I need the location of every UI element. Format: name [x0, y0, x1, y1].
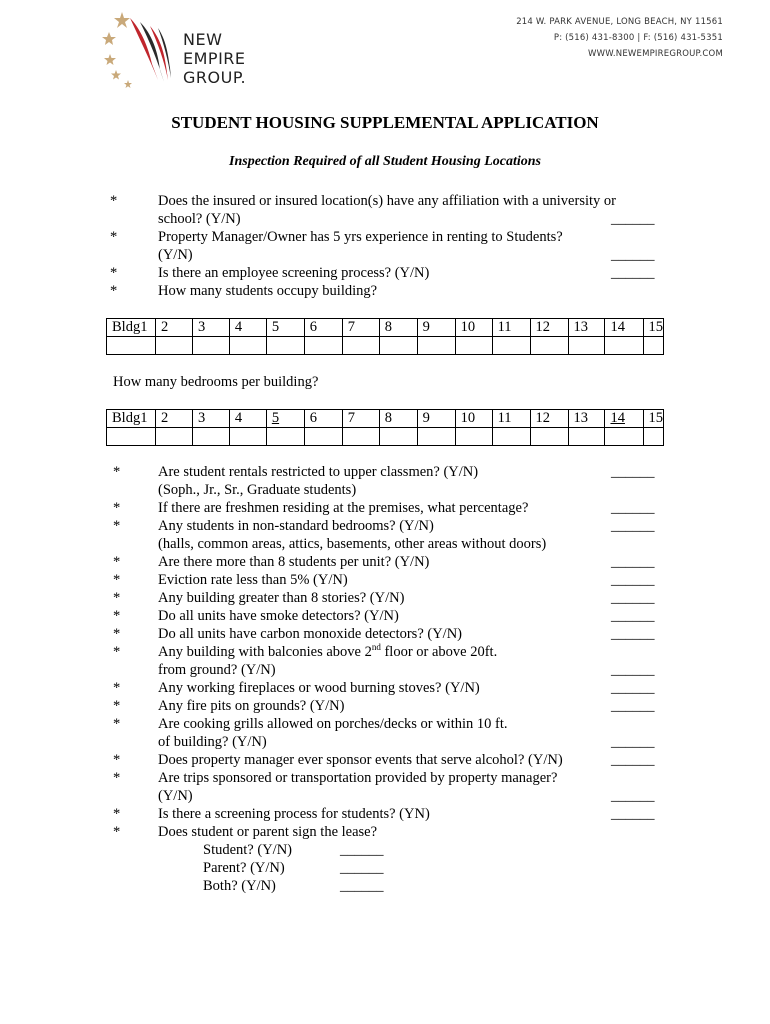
answer-blank[interactable]: ______: [340, 842, 384, 858]
question-text: (Y/N): [158, 788, 193, 804]
question-text: Property Manager/Owner has 5 yrs experience in renting to Students?: [158, 229, 563, 245]
input-cell[interactable]: [304, 337, 342, 355]
input-cell[interactable]: [605, 337, 643, 355]
table-cell: 9: [417, 410, 455, 428]
bullet: *: [113, 518, 121, 534]
address-line: 214 W. PARK AVENUE, LONG BEACH, NY 11561: [516, 17, 723, 27]
table-cell: 3: [192, 319, 229, 337]
table-cell: 9: [417, 319, 455, 337]
sub-question: Both? (Y/N): [203, 878, 276, 894]
cell-text: 14: [610, 410, 625, 426]
input-cell[interactable]: [342, 337, 379, 355]
bullet: *: [113, 572, 121, 588]
question-text: Do all units have smoke detectors? (Y/N): [158, 608, 399, 624]
table-cell: 14: [605, 319, 643, 337]
answer-blank[interactable]: ______: [611, 608, 655, 624]
question-text: If there are freshmen residing at the premises, what percentage?: [158, 500, 529, 516]
input-cell[interactable]: [455, 337, 492, 355]
input-cell[interactable]: [455, 428, 492, 446]
page-subtitle: Inspection Required of all Student Housing Locations: [229, 154, 541, 169]
table-cell: 11: [492, 319, 530, 337]
question-text: from ground? (Y/N): [158, 662, 276, 678]
bullet: *: [110, 229, 118, 245]
answer-blank[interactable]: ______: [611, 464, 655, 480]
question-text: Any students in non-standard bedrooms? (Y/N): [158, 518, 434, 534]
table-cell: 10: [455, 319, 492, 337]
bedrooms-per-building-table: [106, 409, 664, 446]
answer-blank[interactable]: ______: [611, 626, 655, 642]
table-header-row: [107, 410, 664, 428]
bullet: *: [110, 265, 118, 281]
bullet: *: [113, 608, 121, 624]
input-cell[interactable]: [417, 428, 455, 446]
question-text: Any working fireplaces or wood burning stoves? (Y/N): [158, 680, 480, 696]
table-cell: 4: [229, 410, 266, 428]
question-text: Eviction rate less than 5% (Y/N): [158, 572, 348, 588]
table-cell: 10: [455, 410, 492, 428]
question-text: Are student rentals restricted to upper classmen? (Y/N): [158, 464, 479, 480]
table-cell: 12: [530, 410, 568, 428]
input-cell[interactable]: [530, 428, 568, 446]
logo-wordmark: NEW EMPIRE GROUP.: [183, 30, 247, 87]
question-text: How many students occupy building?: [158, 283, 378, 299]
bullet: *: [113, 644, 121, 660]
input-cell[interactable]: [107, 337, 156, 355]
question-text: (Y/N): [158, 247, 193, 263]
company-address: [516, 14, 723, 62]
input-cell[interactable]: [379, 337, 417, 355]
table-cell: 6: [304, 319, 342, 337]
bullet: *: [113, 464, 121, 480]
bullet: *: [113, 770, 121, 786]
table-cell: 7: [342, 319, 379, 337]
bullet: *: [110, 193, 118, 209]
table-cell: 15: [643, 410, 664, 428]
table-cell: 8: [379, 319, 417, 337]
question-text: Is there a screening process for students? (YN): [158, 806, 430, 822]
bullet: *: [113, 752, 121, 768]
question-text: Is there an employee screening process? (Y/N): [158, 265, 430, 281]
table-cell: 4: [229, 319, 266, 337]
table-cell: 15: [643, 319, 664, 337]
input-cell[interactable]: [107, 428, 156, 446]
question-text: school? (Y/N): [158, 211, 241, 227]
bullet: *: [110, 283, 118, 299]
bullet: *: [113, 590, 121, 606]
question-text: Any building with balconies above 2nd floor or above 20ft.: [158, 642, 498, 660]
question-text: Does the insured or insured location(s) have any affiliation with a university or: [158, 193, 616, 209]
answer-blank[interactable]: ______: [611, 572, 655, 588]
answer-blank[interactable]: ______: [611, 247, 655, 263]
input-cell[interactable]: [492, 428, 530, 446]
input-cell[interactable]: [643, 428, 664, 446]
input-cell[interactable]: [155, 428, 192, 446]
bedrooms-question: How many bedrooms per building?: [113, 374, 319, 390]
question-text: Does student or parent sign the lease?: [158, 824, 378, 840]
answer-blank[interactable]: ______: [611, 806, 655, 822]
sub-question: Student? (Y/N): [203, 842, 292, 858]
answer-blank[interactable]: ______: [340, 860, 384, 876]
students-per-building-table: [106, 318, 664, 355]
table-cell: [605, 410, 643, 428]
question-text: of building? (Y/N): [158, 734, 267, 750]
bullet: *: [113, 716, 121, 732]
table-cell: 2: [155, 410, 192, 428]
question-text: Are cooking grills allowed on porches/decks or within 10 ft.: [158, 716, 508, 732]
answer-blank[interactable]: ______: [611, 734, 655, 750]
table-cell: 13: [568, 410, 605, 428]
bullet: *: [113, 554, 121, 570]
table-cell: 2: [155, 319, 192, 337]
input-cell[interactable]: [229, 337, 266, 355]
answer-blank[interactable]: ______: [611, 211, 655, 227]
input-cell[interactable]: [266, 428, 304, 446]
table-cell: 6: [304, 410, 342, 428]
bullet: *: [113, 626, 121, 642]
table-header-row: [107, 319, 664, 337]
input-cell[interactable]: [266, 337, 304, 355]
table-cell: 13: [568, 319, 605, 337]
input-cell[interactable]: [568, 428, 605, 446]
answer-blank[interactable]: ______: [611, 590, 655, 606]
input-cell[interactable]: [229, 428, 266, 446]
question-text: Does property manager ever sponsor events that serve alcohol? (Y/N): [158, 752, 563, 768]
question-text: Any building greater than 8 stories? (Y/N): [158, 590, 405, 606]
input-cell[interactable]: [605, 428, 643, 446]
question-text: Any fire pits on grounds? (Y/N): [158, 698, 345, 714]
table-cell: 5: [266, 319, 304, 337]
answer-blank[interactable]: ______: [611, 698, 655, 714]
bullet: *: [113, 680, 121, 696]
table-cell: Bldg1: [107, 410, 156, 428]
bullet: *: [113, 806, 121, 822]
question-text: Do all units have carbon monoxide detectors? (Y/N): [158, 626, 463, 642]
input-cell[interactable]: [155, 337, 192, 355]
question-text: Are there more than 8 students per unit? (Y/N): [158, 554, 430, 570]
answer-blank[interactable]: ______: [611, 518, 655, 534]
answer-blank[interactable]: ______: [611, 265, 655, 281]
page-title: STUDENT HOUSING SUPPLEMENTAL APPLICATION: [171, 113, 599, 132]
input-cell[interactable]: [192, 428, 229, 446]
star-icon: [102, 12, 132, 88]
website-link[interactable]: WWW.NEWEMPIREGROUP.COM: [588, 49, 723, 59]
phone-fax-line: P: (516) 431-8300 | F: (516) 431-5351: [553, 33, 723, 43]
input-cell[interactable]: [492, 337, 530, 355]
input-cell[interactable]: [342, 428, 379, 446]
bullet: *: [113, 500, 121, 516]
input-cell[interactable]: [643, 337, 664, 355]
bullet: *: [113, 824, 121, 840]
sub-question: Parent? (Y/N): [203, 860, 285, 876]
answer-blank[interactable]: ______: [611, 662, 655, 678]
answer-blank[interactable]: ______: [611, 680, 655, 696]
table-cell: 11: [492, 410, 530, 428]
answer-blank[interactable]: ______: [340, 878, 384, 894]
question-text: Are trips sponsored or transportation provided by property manager?: [158, 770, 558, 786]
input-cell[interactable]: [530, 337, 568, 355]
table-input-row: [107, 428, 664, 446]
table-cell: 7: [342, 410, 379, 428]
question-text: (halls, common areas, attics, basements, other areas without doors): [158, 536, 547, 552]
input-cell[interactable]: [192, 337, 229, 355]
answer-blank[interactable]: ______: [611, 752, 655, 768]
input-cell[interactable]: [304, 428, 342, 446]
answer-blank[interactable]: ______: [611, 788, 655, 804]
input-cell[interactable]: [568, 337, 605, 355]
question-text: (Soph., Jr., Sr., Graduate students): [158, 482, 357, 498]
table-cell: 3: [192, 410, 229, 428]
answer-blank[interactable]: ______: [611, 554, 655, 570]
table-input-row: [107, 337, 664, 355]
input-cell[interactable]: [417, 337, 455, 355]
table-cell: Bldg1: [107, 319, 156, 337]
table-cell: 12: [530, 319, 568, 337]
answer-blank[interactable]: ______: [611, 500, 655, 516]
table-cell: [266, 410, 304, 428]
bullet: *: [113, 698, 121, 714]
input-cell[interactable]: [379, 428, 417, 446]
cell-text: 5: [271, 410, 280, 426]
table-cell: 8: [379, 410, 417, 428]
